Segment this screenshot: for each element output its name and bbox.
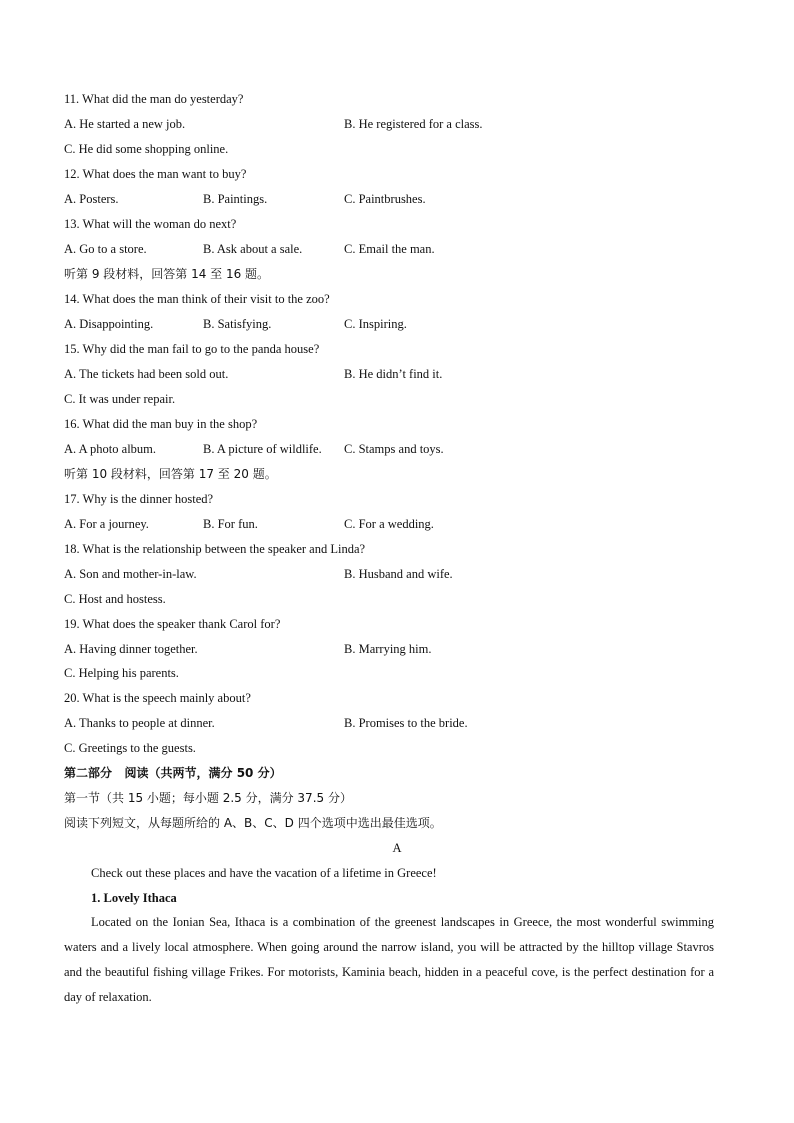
question-15-stem: 15. Why did the man fail to go to the panda house? bbox=[64, 342, 320, 356]
question-20-option-b: B. Promises to the bride. bbox=[344, 716, 468, 730]
question-18-stem: 18. What is the relationship between the speaker and Linda? bbox=[64, 542, 366, 556]
question-15-option-a: A. The tickets had been sold out. bbox=[64, 367, 229, 381]
question-13-option-b: B. Ask about a sale. bbox=[203, 242, 303, 256]
question-18-option-c: C. Host and hostess. bbox=[64, 592, 166, 606]
question-17-option-c: C. For a wedding. bbox=[344, 517, 434, 531]
part-two-title: 第二部分 阅读（共两节，满分 50 分） bbox=[64, 766, 282, 780]
question-18-option-b: B. Husband and wife. bbox=[344, 567, 453, 581]
question-15-option-c: C. It was under repair. bbox=[64, 392, 176, 406]
question-16-stem: 16. What did the man buy in the shop? bbox=[64, 417, 258, 431]
question-11-option-b: B. He registered for a class. bbox=[344, 117, 483, 131]
reading-instruction: 阅读下列短文，从每题所给的 A、B、C、D 四个选项中选出最佳选项。 bbox=[64, 816, 442, 830]
question-20-stem: 20. What is the speech mainly about? bbox=[64, 691, 251, 705]
question-14-option-a: A. Disappointing. bbox=[64, 317, 154, 331]
passage-intro: Check out these places and have the vacation of a lifetime in Greece! bbox=[91, 866, 437, 880]
passage-heading-1: 1. Lovely Ithaca bbox=[91, 891, 177, 905]
passage-letter: A bbox=[392, 841, 402, 855]
question-16-option-b: B. A picture of wildlife. bbox=[203, 442, 322, 456]
question-12-option-b: B. Paintings. bbox=[203, 192, 268, 206]
question-14-option-c: C. Inspiring. bbox=[344, 317, 407, 331]
question-11-option-a: A. He started a new job. bbox=[64, 117, 186, 131]
question-12-option-c: C. Paintbrushes. bbox=[344, 192, 426, 206]
question-16-option-c: C. Stamps and toys. bbox=[344, 442, 444, 456]
question-19-option-a: A. Having dinner together. bbox=[64, 642, 198, 656]
question-15-option-b: B. He didn’t find it. bbox=[344, 367, 443, 381]
question-17-option-a: A. For a journey. bbox=[64, 517, 149, 531]
question-18-option-a: A. Son and mother-in-law. bbox=[64, 567, 197, 581]
question-20-option-a: A. Thanks to people at dinner. bbox=[64, 716, 215, 730]
question-19-option-b: B. Marrying him. bbox=[344, 642, 432, 656]
section-one-title: 第一节（共 15 小题；每小题 2.5 分，满分 37.5 分） bbox=[64, 791, 352, 805]
question-17-stem: 17. Why is the dinner hosted? bbox=[64, 492, 214, 506]
question-12-option-a: A. Posters. bbox=[64, 192, 119, 206]
question-13-stem: 13. What will the woman do next? bbox=[64, 217, 237, 231]
question-11-option-c: C. He did some shopping online. bbox=[64, 142, 229, 156]
section-10-instruction: 听第 10 段材料，回答第 17 至 20 题。 bbox=[64, 467, 277, 481]
question-19-stem: 19. What does the speaker thank Carol for? bbox=[64, 617, 281, 631]
question-14-option-b: B. Satisfying. bbox=[203, 317, 272, 331]
question-20-option-c: C. Greetings to the guests. bbox=[64, 741, 196, 755]
question-11-stem: 11. What did the man do yesterday? bbox=[64, 92, 244, 106]
question-14-stem: 14. What does the man think of their visit to the zoo? bbox=[64, 292, 330, 306]
question-16-option-a: A. A photo album. bbox=[64, 442, 157, 456]
passage-paragraph-1: Located on the Ionian Sea, Ithaca is a combination of the greenest landscapes in Greece, the most wonderful swimming waters and a lively local atmosphere. When going around the narrow island, you will be attracted by the hilltop village Stavros and the beautiful fishing village Frikes. For motorists, Kaminia beach, hidden in a peaceful cove, is the perfect destination for a day of relaxation. bbox=[64, 915, 714, 1004]
question-19-option-c: C. Helping his parents. bbox=[64, 666, 179, 680]
question-12-stem: 12. What does the man want to buy? bbox=[64, 167, 247, 181]
question-13-option-a: A. Go to a store. bbox=[64, 242, 147, 256]
question-17-option-b: B. For fun. bbox=[203, 517, 258, 531]
section-9-instruction: 听第 9 段材料，回答第 14 至 16 题。 bbox=[64, 267, 270, 281]
question-13-option-c: C. Email the man. bbox=[344, 242, 435, 256]
